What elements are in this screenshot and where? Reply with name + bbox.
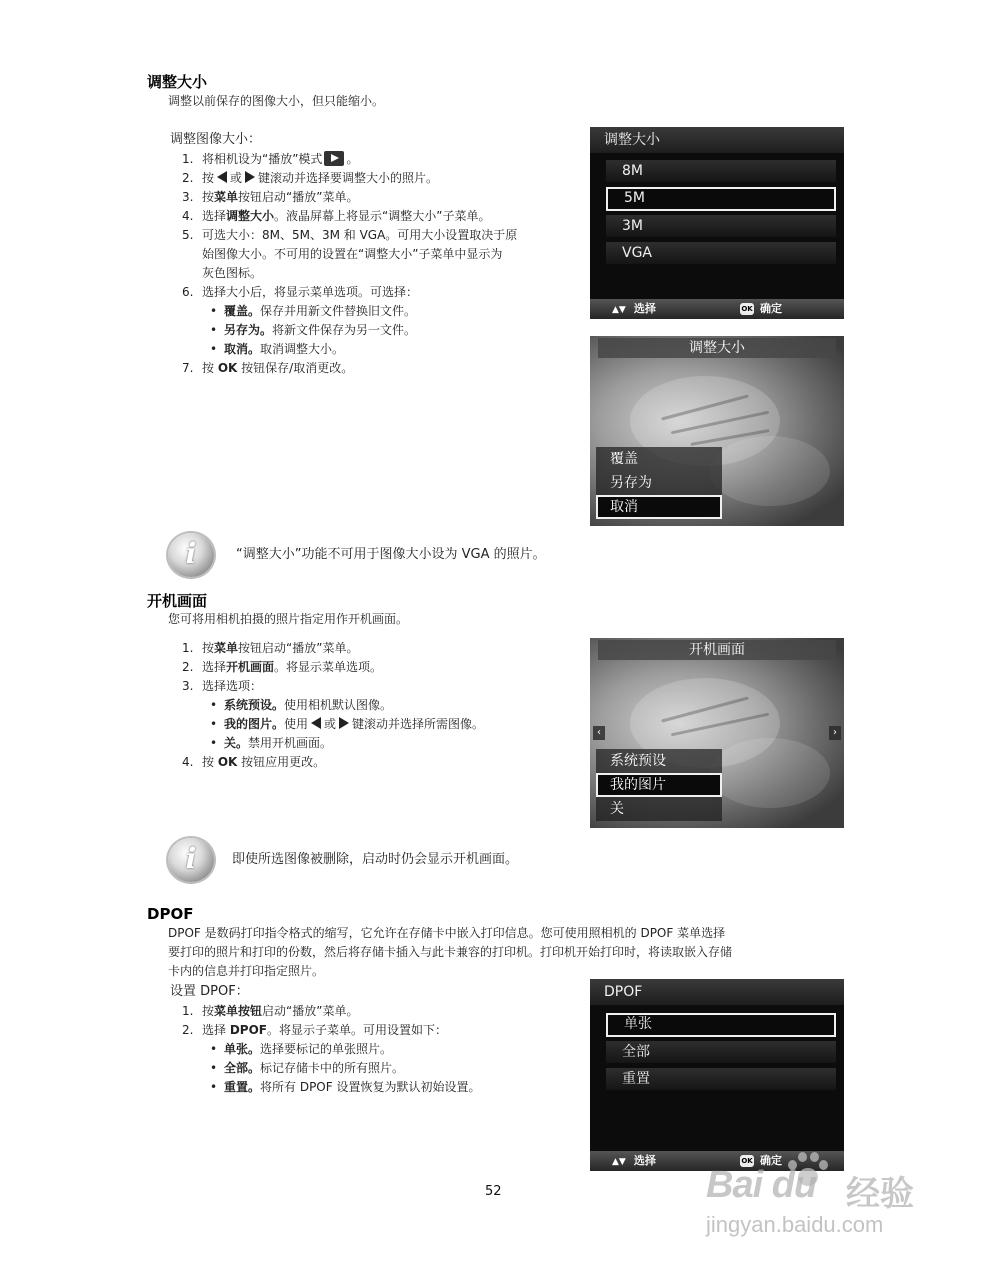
startup-option-off: • 关。禁用开机画面。 — [210, 736, 333, 750]
right-arrow-icon — [339, 717, 349, 729]
resize-step-3: 3. 按菜单按钮启动“播放”菜单。 — [182, 190, 359, 204]
screen-title: 调整大小 — [590, 127, 844, 153]
option-overwrite[interactable]: 覆盖 — [596, 447, 722, 471]
startup-intro: 您可将用相机拍摄的照片指定用作开机画面。 — [168, 612, 409, 626]
dpof-step-1: 1. 按菜单按钮启动“播放”菜单。 — [182, 1004, 359, 1018]
dpof-screen — [590, 979, 844, 1171]
watermark-url: jingyan.baidu.com — [706, 1212, 884, 1237]
dpof-how-label: 设置 DPOF： — [170, 984, 249, 999]
resize-step-6: 6. 选择大小后，将显示菜单选项。可选择： — [182, 285, 419, 299]
dpof-option-reset[interactable]: 重置 — [606, 1068, 836, 1090]
dpof-step-2: 2. 选择 DPOF。将显示子菜单。可用设置如下： — [182, 1023, 448, 1037]
resize-step-4: 4. 选择调整大小。液晶屏幕上将显示“调整大小”子菜单。 — [182, 209, 491, 223]
screen-title: 开机画面 — [598, 640, 836, 660]
up-down-icon: ▲▼ — [612, 1157, 626, 1167]
resize-heading: 调整大小 — [147, 73, 208, 91]
page-number: 52 — [485, 1184, 502, 1199]
resize-option-overwrite: • 覆盖。保存并用新文件替换旧文件。 — [210, 304, 417, 318]
startup-screen — [590, 638, 844, 828]
right-arrow-icon — [245, 171, 255, 183]
resize-size-screen — [590, 127, 844, 319]
resize-step-5-line2: 始图像大小。不可用的设置在“调整大小”子菜单中显示为 — [202, 247, 503, 261]
resize-option-saveas: • 另存为。将新文件保存为另一文件。 — [210, 323, 417, 337]
screen-footer: ▲▼ 选择 OK 确定 — [590, 1151, 844, 1171]
ok-icon: OK — [741, 1157, 753, 1165]
startup-step-3: 3. 选择选项： — [182, 679, 263, 693]
dpof-heading: DPOF — [147, 905, 194, 923]
resize-step-7: 7. 按 OK 按钮保存/取消更改。 — [182, 361, 354, 375]
screen-title: 调整大小 — [598, 338, 836, 358]
dpof-option-single[interactable]: 单张 — [606, 1013, 836, 1037]
option-my-picture[interactable]: 我的图片 — [596, 773, 722, 797]
startup-option-mypicture: • 我的图片。使用 或 键滚动并选择所需图像。 — [210, 717, 485, 731]
ok-icon: OK — [741, 305, 753, 313]
resize-option-cancel: • 取消。取消调整大小。 — [210, 342, 345, 356]
info-note-icon: i — [168, 838, 214, 882]
option-save-as[interactable]: 另存为 — [596, 471, 722, 495]
startup-option-system: • 系统预设。使用相机默认图像。 — [210, 698, 393, 712]
dpof-intro-line3: 卡内的信息并打印指定照片。 — [168, 964, 325, 978]
startup-step-1: 1. 按菜单按钮启动“播放”菜单。 — [182, 641, 359, 655]
next-image-icon[interactable]: › — [829, 726, 841, 740]
dpof-option-all[interactable]: 全部 — [606, 1041, 836, 1063]
screen-footer: ▲▼ 选择 OK 确定 — [590, 299, 844, 319]
dpof-intro-line2: 要打印的照片和打印的份数，然后将存储卡插入与此卡兼容的打印机。打印机开始打印时，将读取嵌入存储 — [168, 945, 733, 959]
resize-options-screen — [590, 336, 844, 526]
dpof-option-reset: • 重置。将所有 DPOF 设置恢复为默认初始设置。 — [210, 1080, 481, 1094]
size-option-8m[interactable]: 8M — [606, 160, 836, 182]
resize-step-5: 5. 可选大小：8M、5M、3M 和 VGA。可用大小设置取决于原 — [182, 228, 518, 242]
option-cancel[interactable]: 取消 — [596, 495, 722, 519]
up-down-icon: ▲▼ — [612, 305, 626, 315]
resize-note: “调整大小”功能不可用于图像大小设为 VGA 的照片。 — [236, 547, 546, 562]
dpof-option-all: • 全部。标记存储卡中的所有照片。 — [210, 1061, 405, 1075]
left-arrow-icon — [311, 717, 321, 729]
play-mode-icon — [324, 151, 344, 166]
startup-step-4: 4. 按 OK 按钮应用更改。 — [182, 755, 326, 769]
resize-step-2: 2. 按 或 键滚动并选择要调整大小的照片。 — [182, 171, 439, 185]
size-option-3m[interactable]: 3M — [606, 215, 836, 237]
watermark-brand: Bai du — [706, 1164, 817, 1206]
baidu-watermark — [706, 1150, 976, 1250]
startup-note: 即使所选图像被删除，启动时仍会显示开机画面。 — [232, 852, 519, 867]
resize-step-1: 1. 将相机设为“播放”模式 。 — [182, 152, 359, 166]
left-arrow-icon — [217, 171, 227, 183]
resize-how-label: 调整图像大小： — [170, 132, 262, 147]
size-option-5m[interactable]: 5M — [606, 187, 836, 211]
option-off[interactable]: 关 — [596, 797, 722, 821]
dpof-option-single: • 单张。选择要标记的单张照片。 — [210, 1042, 393, 1056]
info-note-icon: i — [168, 533, 214, 577]
watermark-brand-cn: 经验 — [846, 1175, 914, 1213]
startup-heading: 开机画面 — [147, 592, 208, 610]
size-option-vga[interactable]: VGA — [606, 242, 836, 264]
screen-title: DPOF — [590, 979, 844, 1005]
dpof-intro-line1: DPOF 是数码打印指令格式的缩写，它允许在存储卡中嵌入打印信息。您可使用照相机的 DPOF 菜单选择 — [168, 926, 726, 940]
startup-step-2: 2. 选择开机画面。将显示菜单选项。 — [182, 660, 383, 674]
resize-step-5-line3: 灰色图标。 — [202, 266, 263, 280]
option-system-default[interactable]: 系统预设 — [596, 749, 722, 773]
resize-intro: 调整以前保存的图像大小，但只能缩小。 — [168, 94, 385, 108]
prev-image-icon[interactable]: ‹ — [593, 726, 605, 740]
